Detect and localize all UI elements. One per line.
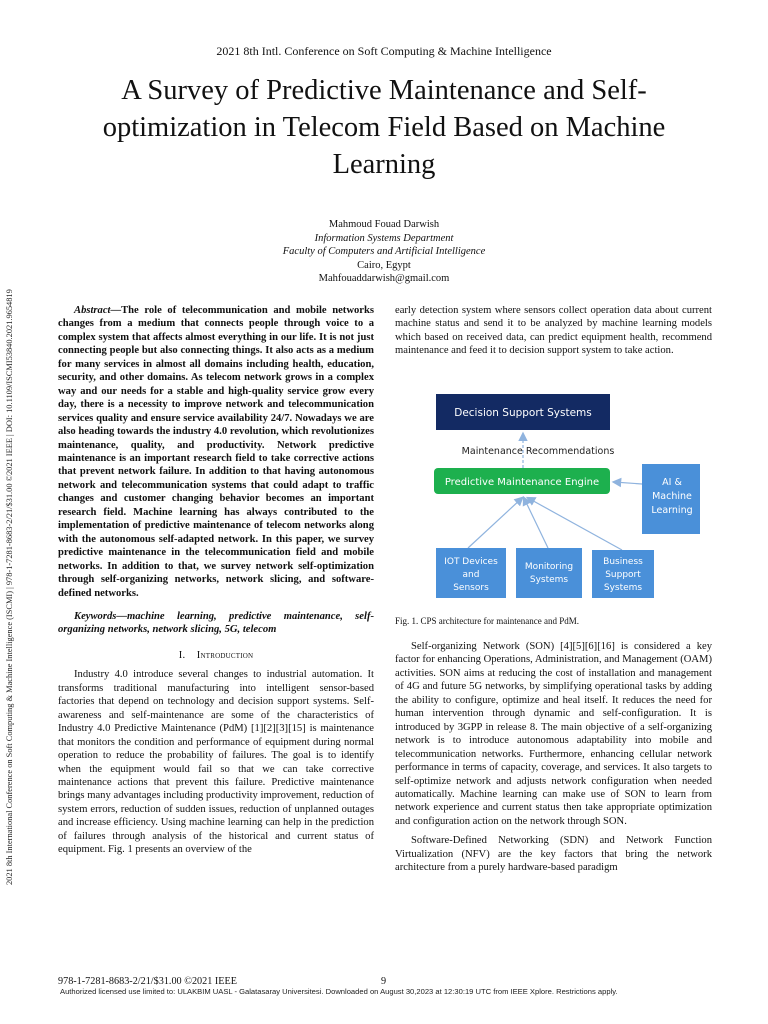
right-top-paragraph: early detection system where sensors collect operation data about current machine status and send it to be analyzed by machine learning models which based on received data, can predict equipment health, recommend maintenance and feed it to decision support system to take action. [395,305,712,357]
right-column-top [395,304,712,358]
ai-ml-label-3: Learning [651,505,693,516]
sdn-paragraph: Software-Defined Networking (SDN) and Network Function Virtualization (NFV) are the key factors that bring the network architecture from a purely hardware-based paradigm [395,835,712,874]
author-location: Cairo, Egypt [357,259,411,271]
monitoring-label-2: Systems [529,575,569,585]
title-line-1: A Survey of Predictive Maintenance and Self- [121,75,647,106]
abstract [58,304,374,600]
ai-ml-label-1: AI & [662,477,682,488]
introduction-paragraph: Industry 4.0 introduce several changes to industrial automation. It transforms traditional manufacturing into intelligent sensor-based factories that depend on technology and decision support systems. Self-awareness and self-maintenance are some of the characteristics of Industry 4.0 Predictive Maintenance (PdM) [1][2][3][15] is maintenance that monitors the condition and performance of equipment during normal operation to reduce the probability of failures. The goal is to identify when the equipment would fail so that we can take corrective maintenance actions that prevent this failure. Predictive maintenance brings many advantages including productivity improvement, reduction of system errors, reduction of sudden issues, reduction of unplanned outages and increase efficiency. Using machine learning can help in the prediction of failures through analysis of the historical and current status of equipment. Fig. 1 presents an overview of the [58,669,374,856]
monitoring-box [516,548,582,598]
title-line-3: Learning [332,149,436,180]
arrow-iot-to-engine [468,498,522,548]
side-metadata-text: 2021 8th International Conference on Soft Computing & Machine Intelligence (ISCMI) | 978-1-7281-8683-2/21/$31.00 ©2021 IEEE | DOI: 10.1109/ISCMI53840.2021.9654819 [5,289,14,885]
arrow-business-to-engine [528,498,622,550]
son-paragraph: Self-organizing Network (SON) [4][5][6][16] is considered a key factor for enhancing Operations, Administration, and Management (OAM) activities. SON aims at reducing the cost of installation and management of 4G and future 5G networks, by simplifying operational tasks by adding the ability to configure, optimize and heal itself. It reduces the need for human intervention through dynamic and self-configuration. It is introduced by 3GPP in release 8. The main objective of a self-organizing network is to introduce autonomous adaptability into mobile and telecommunication networks. Furthermore, enhancing cellular network performance in terms of capacity, coverage, and services. It also targets to self-optimize network and adjusts network configuration when needed automatically. Machine learning can make use of SON to learn from network experience and current status then take appropriate optimization and configuration action on the network through SON. [395,641,712,827]
author-name: Mahmoud Fouad Darwish [328,219,440,230]
footer-isbn: 978-1-7281-8683-2/21/$31.00 ©2021 IEEE [58,976,237,987]
author-email: Mahfouaddarwish@gmail.com [318,273,450,284]
iot-label-1: IOT Devices [444,557,498,567]
iot-label-2: and [462,570,480,580]
ai-ml-label-2: Machine [652,491,692,502]
maintenance-recommendations-label: Maintenance Recommendations [461,446,615,457]
iot-label-3: Sensors [453,583,489,593]
arrow-ai-to-engine [614,482,642,484]
predictive-engine-label: Predictive Maintenance Engine [444,477,600,488]
monitoring-label-1: Monitoring [524,562,574,572]
author-block [0,218,768,286]
keywords: Keywords—machine learning, predictive maintenance, self-organizing networks, network slicing, 5G, telecom [58,610,374,636]
author-department: Information Systems Department [314,232,454,244]
decision-support-label: Decision Support Systems [454,407,592,419]
author-faculty: Faculty of Computers and Artificial Intelligence [282,246,486,257]
business-label-3: Systems [603,583,643,593]
figure-caption: Fig. 1. CPS architecture for maintenance and PdM. [395,616,579,626]
figure-cps-architecture [430,392,700,604]
abstract-lead: Abstract [74,305,111,316]
left-column [58,304,374,857]
arrow-monitoring-to-engine [524,498,548,548]
abstract-body: —The role of telecommunication and mobile networks changes from a medium that connects people through voice to a complex system that affects almost everything in our life. It is not just connecting people but also connecting things. It also acts as a medium for many services in almost all domains including health, education, security, and other domains. As telecom network grows in a complex way and our needs for a stable and high-quality service grow every day, there is a necessity to improve network and telecommunication services quality and ensure service availability 24/7. Nowadays we are also heading towards the industry 4.0 revolution, which revolutionizes maintenance, quality, and productivity. Network predictive maintenance is an important research field to take corrective actions that prevent network failure. In addition to that having autonomous network and telecommunication systems that could adapt to traffic changes and customer changing behavior becomes an important research field. Machine learning has always contributed to the implementation of predictive maintenance of telecom networks along with the autonomous self-adapted network. In this paper, we survey predictive maintenance in the telecommunication field and mobile networks. In addition to that, we survey network self-optimization through self-organizing networks, network slicing, and software-defined networks. [58,305,374,599]
business-label-1: Business [603,557,643,567]
title-line-2: optimization in Telecom Field Based on Machine [102,112,666,143]
license-notice: Authorized licensed use limited to: ULAKBIM UASL - Galatasaray Universitesi. Downloaded on August 30,2023 at 12:30:19 UTC from IEEE Xplore. Restrictions apply. [60,987,618,996]
conference-header: 2021 8th Intl. Conference on Soft Computing & Machine Intelligence [216,44,552,58]
business-label-2: Support [605,570,641,580]
section-heading-introduction [58,649,374,662]
footer-page-number: 9 [381,976,387,987]
right-column-lower [395,640,712,875]
section-title: Introduction [196,649,254,661]
section-number: I. [178,649,186,661]
paper-title [70,72,698,183]
